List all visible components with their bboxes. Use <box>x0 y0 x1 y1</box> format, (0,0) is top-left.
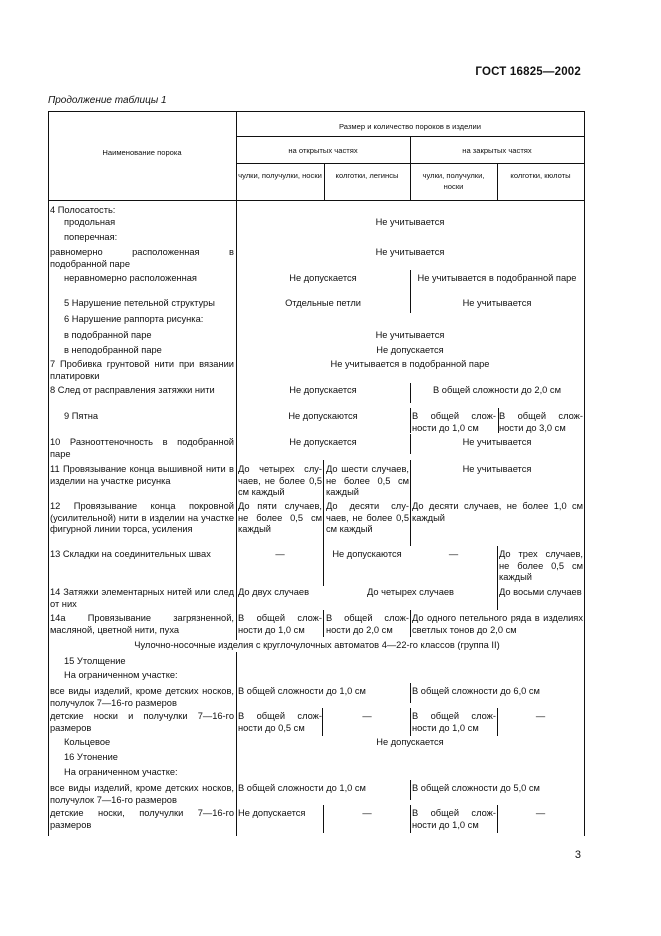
value-column-rule <box>323 610 324 637</box>
header-defect-name: Наименование порока <box>102 148 182 157</box>
defect-name-cell: равномерно расположенная в подобранной паре <box>50 247 234 269</box>
value-cell: В общей сложности до 1,0 см <box>412 711 496 733</box>
value-cell: Не учитывается <box>462 437 532 447</box>
value-cell: Не учитывается <box>375 217 445 227</box>
defect-name-cell: 4 Полосатость: <box>50 205 116 215</box>
defect-name-cell: 8 След от расправления затяжки нити <box>50 385 215 395</box>
defect-name-cell: 9 Пятна <box>64 411 99 421</box>
value-column-rule <box>410 383 411 403</box>
value-cell: В общей сложности до 0,5 см <box>238 711 322 733</box>
defects-table <box>48 111 584 836</box>
header-col-tights-open: колготки, легинсы <box>335 171 399 180</box>
value-cell: Чулочно-носочные изделия с круглочулочных автоматов 4—22-го классов (группа II) <box>134 640 500 650</box>
value-cell: Не допускается <box>238 808 306 818</box>
header-sub-rule <box>497 163 498 200</box>
page-number: 3 <box>574 849 581 861</box>
value-column-rule <box>323 500 324 546</box>
value-column-rule <box>410 500 411 546</box>
value-cell: Не учитывается <box>462 464 532 474</box>
value-column-rule <box>323 460 324 500</box>
header-sub-rule <box>324 163 325 200</box>
value-cell: Не допускается <box>289 273 357 283</box>
value-cell: Не учитывается <box>375 330 445 340</box>
defect-name-cell: 12 Провязывание конца покровной (усилительной) нити в изделии на участке фигурной линии торса, усиления <box>50 501 234 534</box>
value-cell: До двух случаев <box>238 587 310 597</box>
defect-name-cell: На ограниченном участке: <box>64 767 178 777</box>
value-cell: В общей сложности до 5,0 см <box>412 783 540 793</box>
defect-name-cell: 5 Нарушение петельной структуры <box>64 298 215 308</box>
value-column-rule <box>497 586 498 610</box>
value-cell: — <box>275 549 285 559</box>
value-column-rule <box>410 610 411 637</box>
defect-name-cell: все виды изделий, кроме детских носков, получулок 7—16-го размеров <box>50 686 234 708</box>
value-cell: До трех случаев, не более 0,5 см каждый <box>499 549 583 582</box>
header-group-rule <box>410 136 411 200</box>
value-cell: Не учитывается <box>375 247 445 257</box>
value-cell: Не учитывается в подобранной паре <box>330 359 490 369</box>
value-cell: Не допускается <box>376 345 444 355</box>
value-column-rule <box>410 460 411 500</box>
value-cell: В общей сложности до 1,0 см <box>412 808 496 830</box>
value-cell: Не допускаются <box>288 411 358 421</box>
defect-name-cell: 11 Провязывание конца вышивной нити в изделии на участке рисунка <box>50 464 234 486</box>
defect-name-cell: детские носки и получулки 7—16-го размеров <box>50 711 234 733</box>
standard-number: ГОСТ 16825—2002 <box>475 66 581 78</box>
value-column-rule <box>410 708 411 736</box>
header-size-count: Размер и количество пороков в изделии <box>338 122 481 131</box>
value-cell: Не допускаются <box>332 549 402 559</box>
value-cell: Не учитывается <box>462 298 532 308</box>
defect-name-cell: неравномерно расположенная <box>64 273 197 283</box>
value-cell: В общей сложности до 6,0 см <box>412 686 540 696</box>
value-column-rule <box>410 270 411 313</box>
value-column-rule <box>410 434 411 454</box>
value-cell: До пяти случаев, не более 0,5 см каждый <box>238 501 322 534</box>
value-cell: — <box>535 808 546 818</box>
defect-name-cell: Кольцевое <box>64 737 111 747</box>
value-cell: До четырех случаев <box>366 587 454 597</box>
defect-name-cell: 6 Нарушение раппорта рисунка: <box>64 314 204 324</box>
defect-name-cell: детские носки, получулки 7—16-го размеров <box>50 808 234 830</box>
value-cell: До десяти случаев, не более 1,0 см каждый <box>412 501 583 523</box>
value-cell: В общей сложности до 1,0 см <box>238 613 322 635</box>
value-cell: Не учитывается в подобранной паре <box>417 273 577 283</box>
defect-name-cell: На ограниченном участке: <box>64 670 178 680</box>
value-cell: До четырех случаев, не более 0,5 см каждый <box>238 464 322 497</box>
value-column-rule <box>410 780 411 800</box>
header-col-stockings-open: чулки, получулки, носки <box>238 171 322 180</box>
value-cell: В общей сложности до 2,0 см <box>326 613 409 635</box>
name-column-rule <box>236 652 237 836</box>
header-bottom-rule <box>48 200 585 201</box>
value-cell: До шести случаев, не более 0,5 см каждый <box>326 464 409 497</box>
defect-name-cell: продольная <box>64 217 116 227</box>
value-column-rule <box>322 708 323 736</box>
value-cell: Не допускается <box>289 385 357 395</box>
value-column-rule <box>497 546 498 586</box>
value-cell: Не допускается <box>376 737 444 747</box>
defect-name-cell: 7 Пробивка грунтовой нити при вязании платировки <box>50 359 234 381</box>
defect-name-cell: 13 Складки на соединительных швах <box>50 549 211 559</box>
value-column-rule <box>323 546 324 586</box>
defect-name-cell: все виды изделий, кроме детских носков, получулок 7—16-го размеров <box>50 783 234 805</box>
table-right-rule <box>584 111 585 836</box>
name-column-rule <box>236 111 237 640</box>
value-cell: Отдельные петли <box>285 298 361 308</box>
value-cell: — <box>362 711 372 721</box>
value-column-rule <box>410 805 411 833</box>
value-column-rule <box>410 408 411 433</box>
value-cell: — <box>535 711 546 721</box>
value-cell: До одного петельного ряда в изделиях светлых тонов до 2,0 см <box>412 613 583 635</box>
value-cell: В общей сложности до 3,0 см <box>499 411 583 433</box>
value-column-rule <box>497 708 498 736</box>
table-caption: Продолжение таблицы 1 <box>48 95 167 106</box>
value-cell: В общей сложности до 2,0 см <box>433 385 561 395</box>
defect-name-cell: 15 Утолщение <box>64 656 126 666</box>
value-cell: — <box>448 549 459 559</box>
value-cell: — <box>362 808 372 818</box>
value-column-rule <box>498 408 499 433</box>
header-col-tights-closed: колготки, кюлоты <box>510 171 571 180</box>
defect-name-cell: 14а Провязывание загрязненной, масляной, цветной нити, пуха <box>50 613 234 635</box>
value-column-rule <box>497 805 498 833</box>
value-cell: Не допускается <box>289 437 357 447</box>
header-closed-parts: на закрытых частях <box>462 146 532 155</box>
defect-name-cell: в подобранной паре <box>64 330 152 340</box>
defect-name-cell: поперечная: <box>64 232 118 242</box>
table-top-rule <box>48 111 585 112</box>
table-left-rule <box>48 111 49 836</box>
value-cell: В общей сложности до 1,0 см <box>238 686 366 696</box>
value-cell: В общей сложности до 1,0 см <box>238 783 366 793</box>
value-cell: До восьми случаев <box>499 587 582 597</box>
value-cell: В общей сложности до 1,0 см <box>412 411 496 433</box>
value-column-rule <box>323 805 324 833</box>
defect-name-cell: в неподобранной паре <box>64 345 162 355</box>
header-col-stockings-closed: чулки, получулки, носки <box>422 171 485 191</box>
header-open-parts: на открытых частях <box>288 146 358 155</box>
value-cell: До десяти случаев, не более 0,5 см каждый <box>326 501 409 534</box>
value-column-rule <box>410 683 411 703</box>
defect-name-cell: 16 Утонение <box>64 752 118 762</box>
defect-name-cell: 14 Затяжки элементарных нитей или след от них <box>50 587 234 609</box>
defect-name-cell: 10 Разнооттеночность в подобранной паре <box>50 437 234 459</box>
